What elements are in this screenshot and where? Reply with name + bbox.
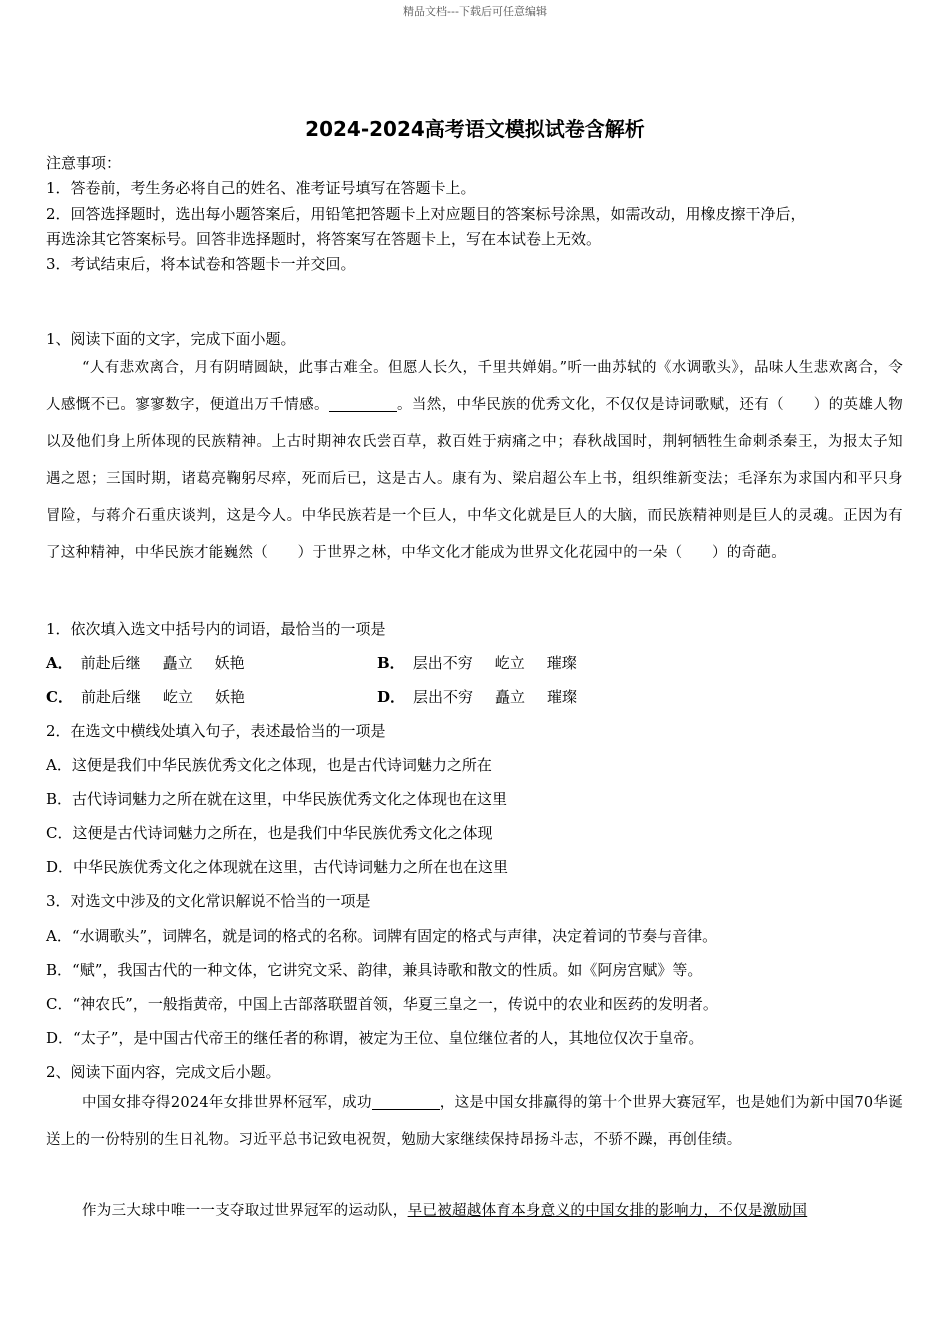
q2-option-d[interactable]: D．中华民族优秀文化之体现就在这里，古代诗词魅力之所在也在这里 <box>46 858 509 876</box>
notice-item: 1．答卷前，考生务必将自己的姓名、准考证号填写在答题卡上。 <box>46 179 476 197</box>
q1-option-a[interactable]: A． 前赴后继 矗立 妖艳 <box>46 654 245 672</box>
notice-item: 2．回答选择题时，选出每小题答案后，用铅笔把答题卡上对应题目的答案标号涂黑，如需改动，用橡皮擦干净后， <box>46 205 806 223</box>
q2-stem: 2．在选文中横线处填入句子，表述最恰当的一项是 <box>46 722 386 740</box>
answer-blank <box>329 397 397 413</box>
q1-option-d[interactable]: D． 层出不穷 矗立 璀璨 <box>377 688 578 706</box>
q2-option-a[interactable]: A．这便是我们中华民族优秀文化之体现，也是古代诗词魅力之所在 <box>46 756 492 774</box>
section1-heading: 1、阅读下面的文字，完成下面小题。 <box>46 330 296 348</box>
q2-option-c[interactable]: C．这便是古代诗词魅力之所在，也是我们中华民族优秀文化之体现 <box>46 824 493 842</box>
notice-item: 3．考试结束后，将本试卷和答题卡一并交回。 <box>46 255 356 273</box>
section2-passage-1: 中国女排夺得2024年女排世界杯冠军，成功 ，这是中国女排赢得的第十个世界大赛冠军，也是她们为新中国70华诞送上的一份特别的生日礼物。习近平总书记致电祝贺，勉励大家继续保持昂扬斗志，不骄不躁，再创佳绩。 <box>46 1095 903 1148</box>
answer-blank <box>372 1095 440 1111</box>
section2-heading: 2、阅读下面内容，完成文后小题。 <box>46 1063 281 1081</box>
underlined-sentence: 早已被超越体育本身意义的中国女排的影响力，不仅是激励国 <box>407 1203 808 1219</box>
section1-passage: “人有悲欢离合，月有阴晴圆缺，此事古难全。但愿人长久，千里共婵娟。”听一曲苏轼的《水调歌头》，品味人生悲欢离合，令人感慨不已。寥寥数字，便道出万千情感。 。当然，中华民族的优秀文化，不仅仅是诗词歌赋，还有（ ）的英雄人物以及他们身上所体现的民族精神。上古时期神农氏尝百草，救百姓于病痛之中；春秋战国时，荆轲牺牲生命刺杀秦王，为报太子知遇之恩；三国时期，诸葛亮鞠躬尽瘁，死而后已，这是古人。康有为、梁启超公车上书，组织维新变法；毛泽东为求国内和平只身冒险，与蒋介石重庆谈判，这是今人。中华民族若是一个巨人，中华文化就是巨人的大脑，而民族精神则是巨人的灵魂。正因为有了这种精神，中华民族才能巍然（ ）于世界之林，中华文化才能成为世界文化花园中的一朵（ ）的奇葩。 <box>46 360 904 561</box>
q3-option-c[interactable]: C．“神农氏”，一般指黄帝，中国上古部落联盟首领，华夏三皇之一，传说中的农业和医药的发明者。 <box>46 995 718 1013</box>
q1-stem: 1．依次填入选文中括号内的词语，最恰当的一项是 <box>46 620 386 638</box>
q3-option-d[interactable]: D．“太子”，是中国古代帝王的继任者的称谓，被定为王位、皇位继位者的人，其地位仅次于皇帝。 <box>46 1029 704 1047</box>
section2-passage-2: 作为三大球中唯一一支夺取过世界冠军的运动队，早已被超越体育本身意义的中国女排的影响力，不仅是激励国 <box>82 1203 808 1219</box>
q2-option-b[interactable]: B．古代诗词魅力之所在就在这里，中华民族优秀文化之体现也在这里 <box>46 790 508 808</box>
q1-option-c[interactable]: C． 前赴后继 屹立 妖艳 <box>46 688 245 706</box>
notice-heading: 注意事项： <box>46 154 122 172</box>
header-note: 精品文档---下载后可任意编辑 <box>403 5 547 18</box>
q3-stem: 3．对选文中涉及的文化常识解说不恰当的一项是 <box>46 892 371 910</box>
q3-option-b[interactable]: B．“赋”，我国古代的一种文体，它讲究文采、韵律，兼具诗歌和散文的性质。如《阿房宫赋》等。 <box>46 961 703 979</box>
notice-item: 再选涂其它答案标号。回答非选择题时，将答案写在答题卡上，写在本试卷上无效。 <box>46 230 602 248</box>
q3-option-a[interactable]: A．“水调歌头”，词牌名，就是词的格式的名称。词牌有固定的格式与声律，决定着词的节奏与音律。 <box>46 927 718 945</box>
page-title: 2024-2024高考语文模拟试卷含解析 <box>305 117 645 141</box>
q1-option-b[interactable]: B． 层出不穷 屹立 璀璨 <box>377 654 577 672</box>
